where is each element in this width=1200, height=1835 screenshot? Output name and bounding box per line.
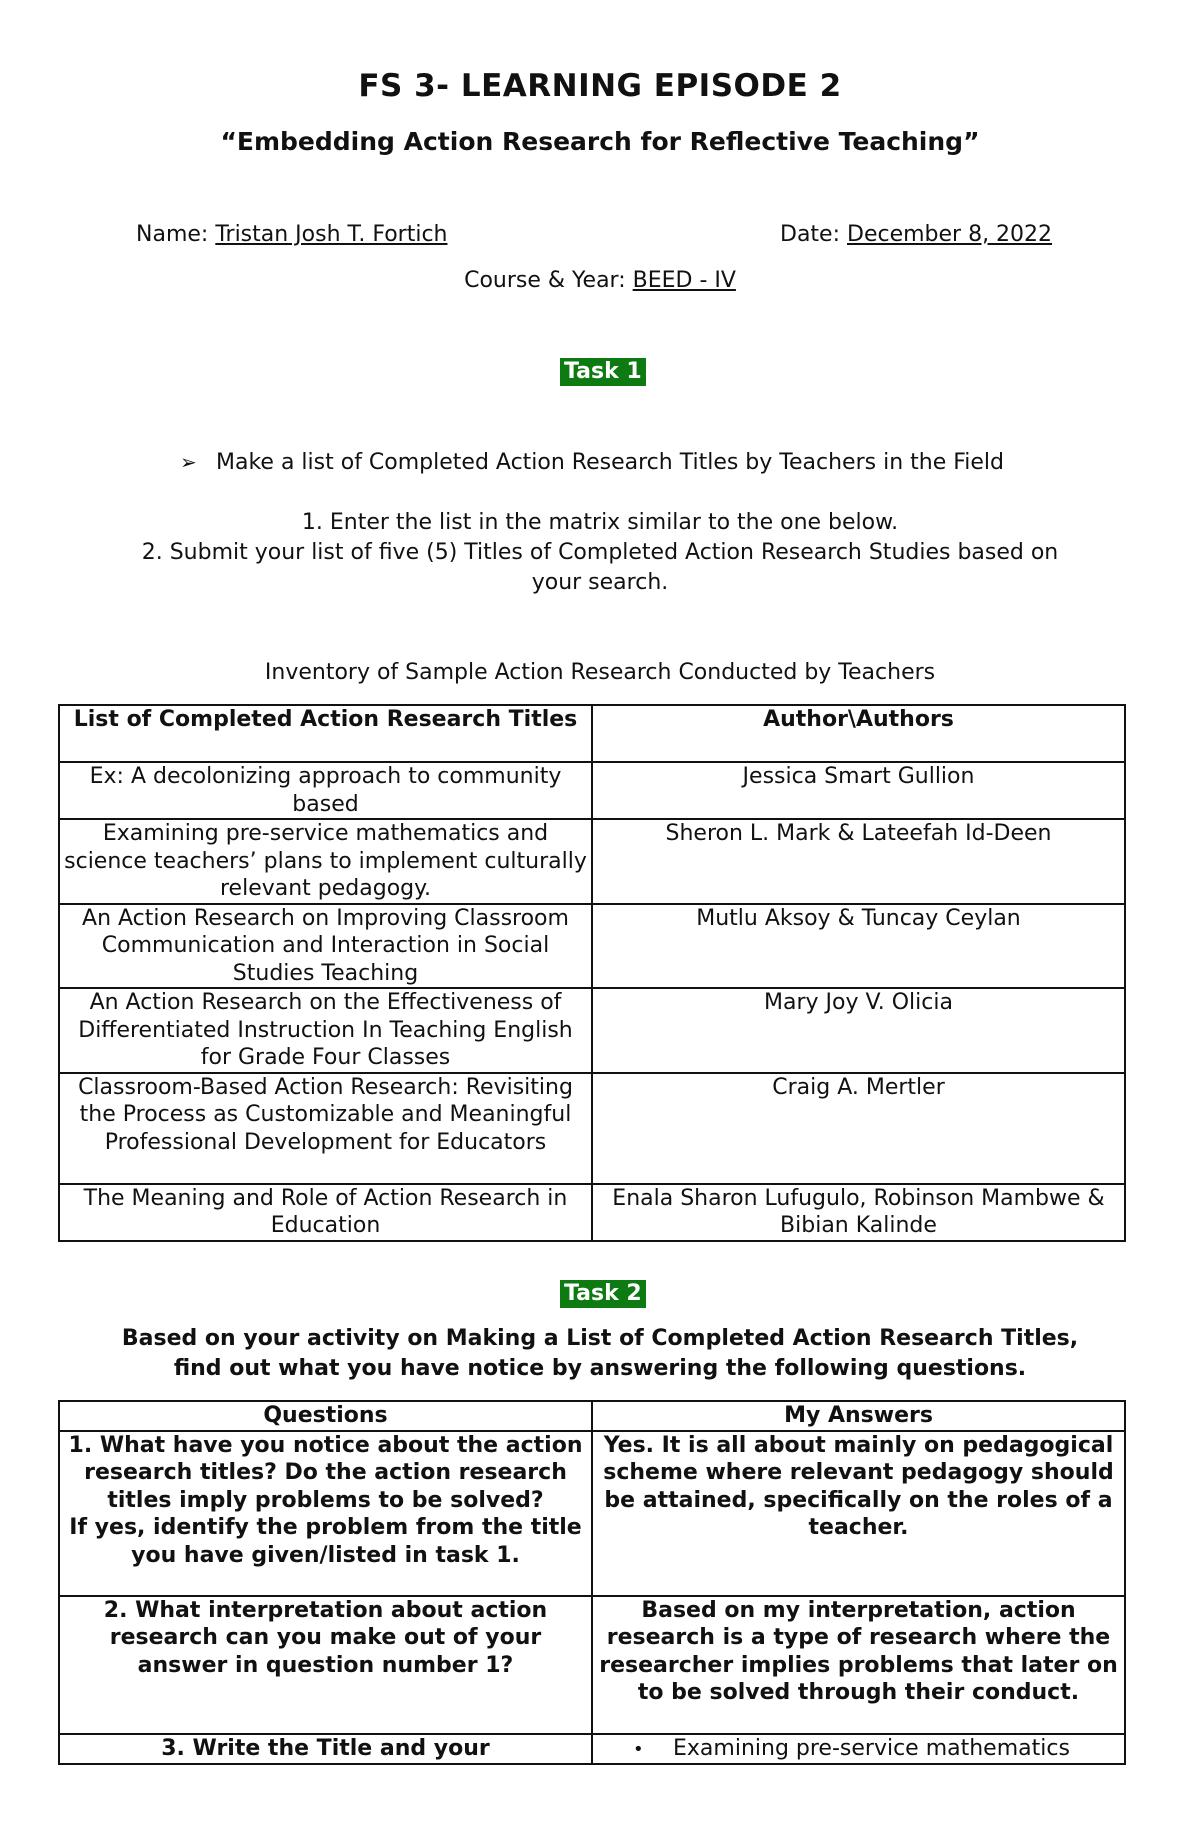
table-row xyxy=(59,1596,1125,1734)
task2-badge: Task 2 xyxy=(560,1280,646,1308)
research-authors: Sheron L. Mark & Lateefah Id-Deen xyxy=(592,819,1125,904)
table-header-row xyxy=(59,705,1125,762)
task1-step-1: 1. Enter the list in the matrix similar to the one below. xyxy=(301,510,899,535)
table-row xyxy=(59,988,1125,1073)
date-value: December 8, 2022 xyxy=(847,222,1053,247)
name-value: Tristan Josh T. Fortich xyxy=(215,222,448,247)
research-authors: Jessica Smart Gullion xyxy=(592,762,1125,819)
research-title: An Action Research on the Effectiveness of Differentiated Instruction In Teaching English for Grade Four Classes xyxy=(59,988,592,1073)
document-subtitle: “Embedding Action Research for Reflective Teaching” xyxy=(220,127,980,156)
question-2: 2. What interpretation about action research can you make out of your answer in question number 1? xyxy=(59,1596,592,1734)
header-titles: List of Completed Action Research Titles xyxy=(59,705,592,762)
research-authors: Craig A. Mertler xyxy=(592,1073,1125,1184)
answer-2: Based on my interpretation, action research is a type of research where the researcher implies problems that later on to be solved through their conduct. xyxy=(592,1596,1125,1734)
course-label: Course & Year: xyxy=(464,268,633,293)
research-title: The Meaning and Role of Action Research in Education xyxy=(59,1184,592,1241)
name-label: Name: xyxy=(136,222,216,247)
date-field xyxy=(780,222,1052,247)
task1-badge: Task 1 xyxy=(560,358,646,386)
questions-table xyxy=(58,1400,1126,1765)
document-title: FS 3- LEARNING EPISODE 2 xyxy=(358,68,842,104)
research-title: Examining pre-service mathematics and science teachers’ plans to implement culturally relevant pedagogy. xyxy=(59,819,592,904)
table-row xyxy=(59,904,1125,989)
research-title: An Action Research on Improving Classroom Communication and Interaction in Social Studies Teaching xyxy=(59,904,592,989)
answer-3 xyxy=(592,1734,1125,1765)
question-1-followup: If yes, identify the problem from the title you have given/listed in task 1. xyxy=(69,1515,582,1568)
question-3: 3. Write the Title and your xyxy=(59,1734,592,1765)
bullet-icon: • xyxy=(633,1738,644,1760)
research-authors: Enala Sharon Lufugulo, Robinson Mambwe & Bibian Kalinde xyxy=(592,1184,1125,1241)
task2-intro xyxy=(0,1324,1200,1384)
task1-directive-text: Make a list of Completed Action Research Titles by Teachers in the Field xyxy=(216,450,1005,475)
question-1 xyxy=(59,1431,592,1596)
table-row xyxy=(59,1734,1125,1765)
table-row xyxy=(59,1184,1125,1241)
question-1-text: 1. What have you notice about the action research titles? Do the action research titles imply problems to be solved? xyxy=(68,1432,583,1513)
research-title: Ex: A decolonizing approach to community based xyxy=(59,762,592,819)
research-authors: Mary Joy V. Olicia xyxy=(592,988,1125,1073)
answer-1: Yes. It is all about mainly on pedagogical scheme where relevant pedagogy should be attained, specifically on the roles of a teacher. xyxy=(592,1431,1125,1596)
arrow-bullet-icon: ➢ xyxy=(180,450,197,474)
header-authors: Author\Authors xyxy=(592,705,1125,762)
header-questions: Questions xyxy=(59,1401,592,1431)
inventory-table xyxy=(58,704,1126,1242)
task2-intro-line-2: find out what you have notice by answering the following questions. xyxy=(173,1356,1027,1381)
answer-3-text: Examining pre-service mathematics xyxy=(673,1735,1070,1761)
task2-intro-line-1: Based on your activity on Making a List of Completed Action Research Titles, xyxy=(121,1326,1079,1351)
header-answers: My Answers xyxy=(592,1401,1125,1431)
date-label: Date: xyxy=(780,222,847,247)
inventory-caption: Inventory of Sample Action Research Conducted by Teachers xyxy=(264,660,936,685)
table-row xyxy=(59,762,1125,819)
task1-step-2: 2. Submit your list of five (5) Titles of Completed Action Research Studies based on xyxy=(141,540,1059,565)
course-field xyxy=(0,268,1200,293)
task1-directive xyxy=(180,450,1004,475)
research-title: Classroom-Based Action Research: Revisiting the Process as Customizable and Meaningful Professional Development for Educators xyxy=(59,1073,592,1184)
table-header-row xyxy=(59,1401,1125,1431)
research-authors: Mutlu Aksoy & Tuncay Ceylan xyxy=(592,904,1125,989)
table-row xyxy=(59,1073,1125,1184)
table-row xyxy=(59,819,1125,904)
table-row xyxy=(59,1431,1125,1596)
task1-step-2-cont: your search. xyxy=(531,570,669,595)
course-value: BEED - IV xyxy=(632,268,736,293)
name-field xyxy=(136,222,448,247)
